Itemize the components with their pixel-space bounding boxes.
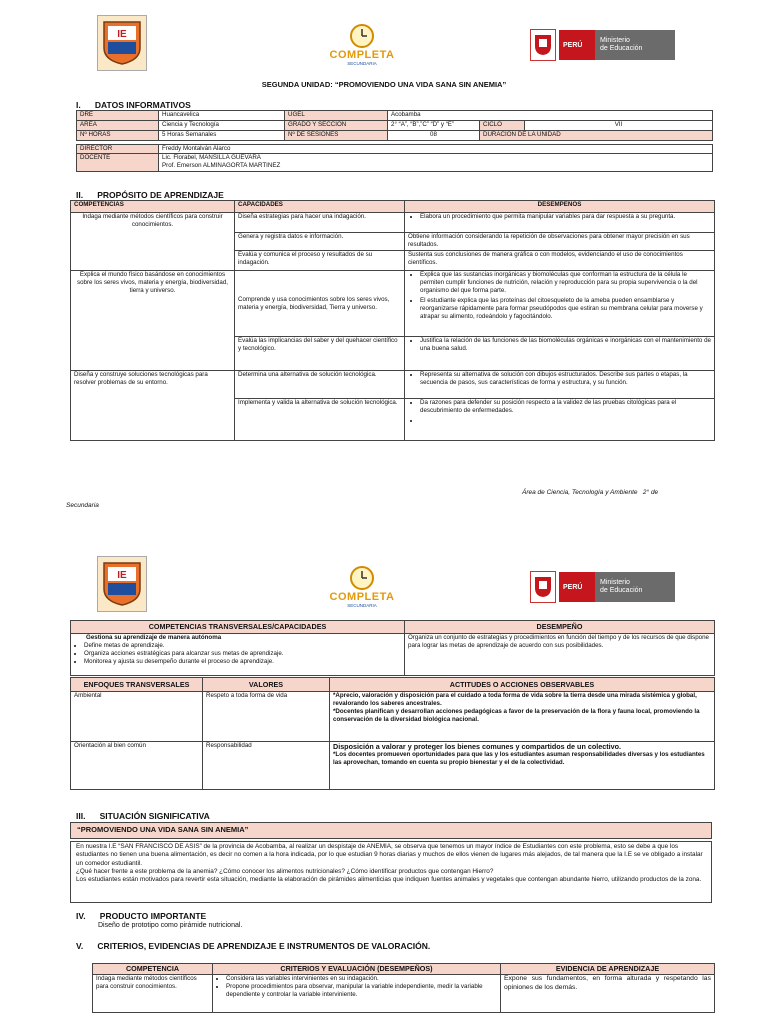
peru-shield-icon [530,571,556,603]
col-capacidades: CAPACIDADES [235,201,405,213]
section-proposito-heading: II. PROPÓSITO DE APRENDIZAJE [76,190,224,200]
completa-label: COMPLETA [329,591,395,603]
des-explica-sustancias: • Explica que las sustancias inorgánicas y biomoléculas que conforman la estructura de la célula le permiten cumplir funciones de nutrición, relación y reproducción para su propia supervivencia o la del organismo del que forma parte. [420,271,711,295]
ministry-label [595,30,675,60]
logo-letters: IE [117,570,127,581]
minedu-logo-2 [530,572,675,602]
section-situacion-heading: III. SITUACIÓN SIGNIFICATIVA [76,811,210,821]
criterios-table [92,963,715,1013]
completa-sub: SECUNDARIA [347,603,377,608]
ugel-label: UGEL [285,111,388,121]
des-representa: • Representa su alternativa de solución con dibujos estructurados. Describe sus partes o etapas, la secuencia de pasos, sus características de forma y estructura, y su función. [420,371,711,387]
item-define: • Define metas de aprendizaje. [84,642,401,650]
gestiona-cell [71,634,405,676]
col-evidencia: EVIDENCIA DE APRENDIZAJE [501,964,715,975]
enfoques-table [70,677,715,790]
situacion-p1: En nuestra I.E “SAN FRANCISCO DE ASIS” de la provincia de Acobamba, al realizar un despistaje de ANEMIA, se observa que tenemos un mayor índice de Estudiantes con este problema, esto se debe a que los estudiantes no tienen una buena alimentación, es decir no comen a la hora indicada, por lo que estudian 9 horas diarias y muchos de ellos vienen de lugares más alejados, de tal manera que la I.E se ve obligado a instalar un comedor estudiantil. [76,843,703,867]
des-cell [405,371,715,399]
logo-letters: IE [117,29,127,40]
actitud-bien-comun [330,742,715,790]
completa-logo-2 [322,556,402,608]
peru-label: PERÚ [559,572,595,602]
competencia-indaga: Indaga mediante métodos científicos para construir conocimientos. [71,213,235,271]
des-cell [405,271,715,337]
peru-shield-icon [530,29,556,61]
actitud-ambiental [330,692,715,742]
des-ameba: • El estudiante explica que las proteínas del citoesqueleto de la ameba pueden ensamblarse y reorganizarse rápidamente para formar pseudópodos que estiran su membrana celular para moverse y atrapar su alimento, rodeándolo y fagocitándolo. [420,297,711,321]
ministry-label [595,572,675,602]
criterio-cell [213,975,501,1013]
cap-disena: Diseña estrategias para hacer una indagación. [235,213,405,233]
cap-comprende: Comprende y usa conocimientos sobre los seres vivos, materia y energía, biodiversidad, Tierra y universo. [235,271,405,337]
school-logo-2 [97,556,147,612]
competencia-disena: Diseña y construye soluciones tecnológicas para resolver problemas de su entorno. [71,371,235,441]
col-actitudes: ACTITUDES O ACCIONES OBSERVABLES [330,678,715,692]
duracion-label: DURACIÓN DE LA UNIDAD [480,131,713,141]
ministry-line-2: de Educación [600,45,643,52]
des-cell [405,213,715,233]
grado-label: GRADO Y SECCIÓN [285,121,388,131]
ugel-value: Acobamba [388,111,713,121]
col-desempenos: DESEMPEÑOS [405,201,715,213]
criterio-competencia: Indaga mediante métodos científicos para construir conocimientos. [93,975,213,1013]
shield-icon [102,20,142,66]
section-criterios-heading: V. CRITERIOS, EVIDENCIAS DE APRENDIZAJE E INSTRUMENTOS DE VALORACIÓN. [76,941,431,951]
actitud-ambiental-b: *Docentes planifican y desarrollan acciones pedagógicas a favor de la preservación de la flora y fauna local, promoviendo la conservación de la diversidad biológica nacional. [333,707,700,723]
col-valores: VALORES [203,678,330,692]
grado-value: 2° “A”, “B”,”C” “D” y “E” [388,121,480,131]
ciclo-label: CICLO [480,121,525,131]
enfoque-bien-comun: Orientación al bien común [71,742,203,790]
des-razones: • Da razones para defender su posición respecto a la validez de las pruebas citológicas para el descubrimiento de enfermedades. [420,399,711,415]
transversal-desempeno: Organiza un conjunto de estrategias y procedimientos en función del tiempo y de los recursos de que dispone para lograr las metas de aprendizaje de acuerdo con sus posibilidades. [405,634,715,676]
cap-implementa: Implementa y valida la alternativa de solución tecnológica. [235,399,405,441]
des-empty [420,417,711,425]
competencia-explica: Explica el mundo físico basándose en conocimientos sobre los seres vivos, materia y energía, biodiversidad, tierra y universo. [71,271,235,371]
col-comp-transversales: COMPETENCIAS TRANSVERSALES/CAPACIDADES [71,621,405,634]
sesiones-value: 08 [388,131,480,141]
page-title: SEGUNDA UNIDAD: “PROMOVIENDO UNA VIDA SANA SIN ANEMIA” [261,80,507,89]
ciclo-value: VII [525,121,713,131]
des-justifica: • Justifica la relación de las funciones de las biomoléculas orgánicas e inorgánicas con el mantenimiento de una buena salud. [420,337,711,353]
cap-genera: Genera y registra datos e información. [235,233,405,251]
col-criterios: CRITERIOS Y EVALUACIÓN (DESEMPEÑOS) [213,964,501,975]
horas-label: Nº HORAS [77,131,159,141]
dre-value: Huancavelica [159,111,285,121]
area-value: Ciencia y Tecnología [159,121,285,131]
school-logo [97,15,147,71]
actitud-bien-comun-b: *Los docentes promueven oportunidades para que las y los estudiantes asuman responsabilidades diversas y los estudiantes las aprovechan, tomando en cuenta su propio bienestar y el de la colectividad. [333,751,705,767]
minedu-logo [530,30,675,60]
docente-label: DOCENTE [77,154,159,172]
col-enfoques: ENFOQUES TRANSVERSALES [71,678,203,692]
valor-respeto: Respeto a toda forma de vida [203,692,330,742]
transversales-table [70,620,715,676]
situacion-p2: ¿Qué hacer frente a este problema de la anemia? ¿Cómo conocer los alimentos nutricionales? ¿Cómo identificar productos que contengan Hierro? [76,867,494,875]
sesiones-label: Nº DE SESIONES [285,131,388,141]
area-label: AREA [77,121,159,131]
criterio-1: • Considera las variables intervinientes en su indagación. [226,975,497,983]
cap-determina: Determina una alternativa de solución tecnológica. [235,371,405,399]
dre-label: DRE [77,111,159,121]
des-cell [405,337,715,371]
section-producto-heading: IV. PRODUCTO IMPORTANTE [76,911,207,921]
des-obtiene: Obtiene información considerando la repetición de observaciones para obtener mayor precisión en sus resultados. [405,233,715,251]
item-monitorea: • Monitorea y ajusta su desempeño durante el proceso de aprendizaje. [84,658,401,666]
docente-value [159,154,713,172]
docente-2: Prof. Emerson ALMINAGORTA MARTINEZ [162,161,281,169]
horas-value: 5 Horas Semanales [159,131,285,141]
shield-icon [102,561,142,607]
completa-logo [322,14,402,66]
col-competencia: COMPETENCIA [93,964,213,975]
col-competencias: COMPETENCIAS [71,201,235,213]
director-label: DIRECTOR [77,145,159,154]
situacion-p3: Los estudiantes están motivados para revertir esta situación, mediante la elaboración de pirámides alimenticias que indiquen fuentes animales y vegetales que contengan abundante hierro, utilizando productos de la zona. [76,876,702,884]
cap-evalua-implicancias: Evalúa las implicancias del saber y del quehacer científico y tecnológico. [235,337,405,371]
ministry-line-1: Ministerio [600,36,630,44]
des-sustenta: Sustenta sus conclusiones de manera gráfica o con modelos, evidenciando el uso de conocimientos científicos. [405,251,715,271]
ministry-line-1: Ministerio [600,578,630,586]
docente-1: Lic. Florabel, MANSILLA GUEVARA [162,154,261,161]
col-desempeno: DESEMPEÑO [405,621,715,634]
footer-note: Área de Ciencia, Tecnología y Ambiente 2° de [522,489,659,496]
clock-icon [347,565,377,591]
criterio-2: • Propone procedimientos para observar, manipular la variable independiente, medir la variable dependiente y controlar la variable interviniente. [226,983,497,999]
completa-sub: SECUNDARIA [347,61,377,66]
valor-responsabilidad: Responsabilidad [203,742,330,790]
footer-note-2: Secundaria [66,502,99,509]
evidencia-text: Expone sus fundamentos, en forma alturada y respetando las opiniones de los demás. [501,975,715,1013]
actitud-bien-comun-a: Disposición a valorar y proteger los bienes comunes y compartidos de un colectivo. [333,742,621,751]
des-elabora: • Elabora un procedimiento que permita manipular variables para dar respuesta a su pregunta. [420,213,711,221]
peru-label: PERÚ [559,30,595,60]
clock-icon [347,23,377,49]
situacion-title: “PROMOVIENDO UNA VIDA SANA SIN ANEMIA” [70,822,712,839]
enfoque-ambiental: Ambiental [71,692,203,742]
actitud-ambiental-a: *Aprecio, valoración y disposición para el cuidado a toda forma de vida sobre la tierra desde una mirada sistémica y global, revalorando los saberes ancestrales. [333,692,697,707]
gestiona-title: Gestiona su aprendizaje de manera autónoma [86,634,222,641]
proposito-table [70,200,715,441]
director-value: Freddy Montalván Alarco [159,145,713,154]
item-organiza: • Organiza acciones estratégicas para alcanzar sus metas de aprendizaje. [84,650,401,658]
situacion-body [70,841,712,903]
datos-table [76,110,713,172]
cap-evalua: Evalúa y comunica el proceso y resultados de su indagación. [235,251,405,271]
ministry-line-2: de Educación [600,587,643,594]
section-datos-heading: I. DATOS INFORMATIVOS [76,100,191,110]
des-cell [405,399,715,441]
completa-label: COMPLETA [329,49,395,61]
producto-text: Diseño de prototipo como pirámide nutricional. [98,922,243,929]
